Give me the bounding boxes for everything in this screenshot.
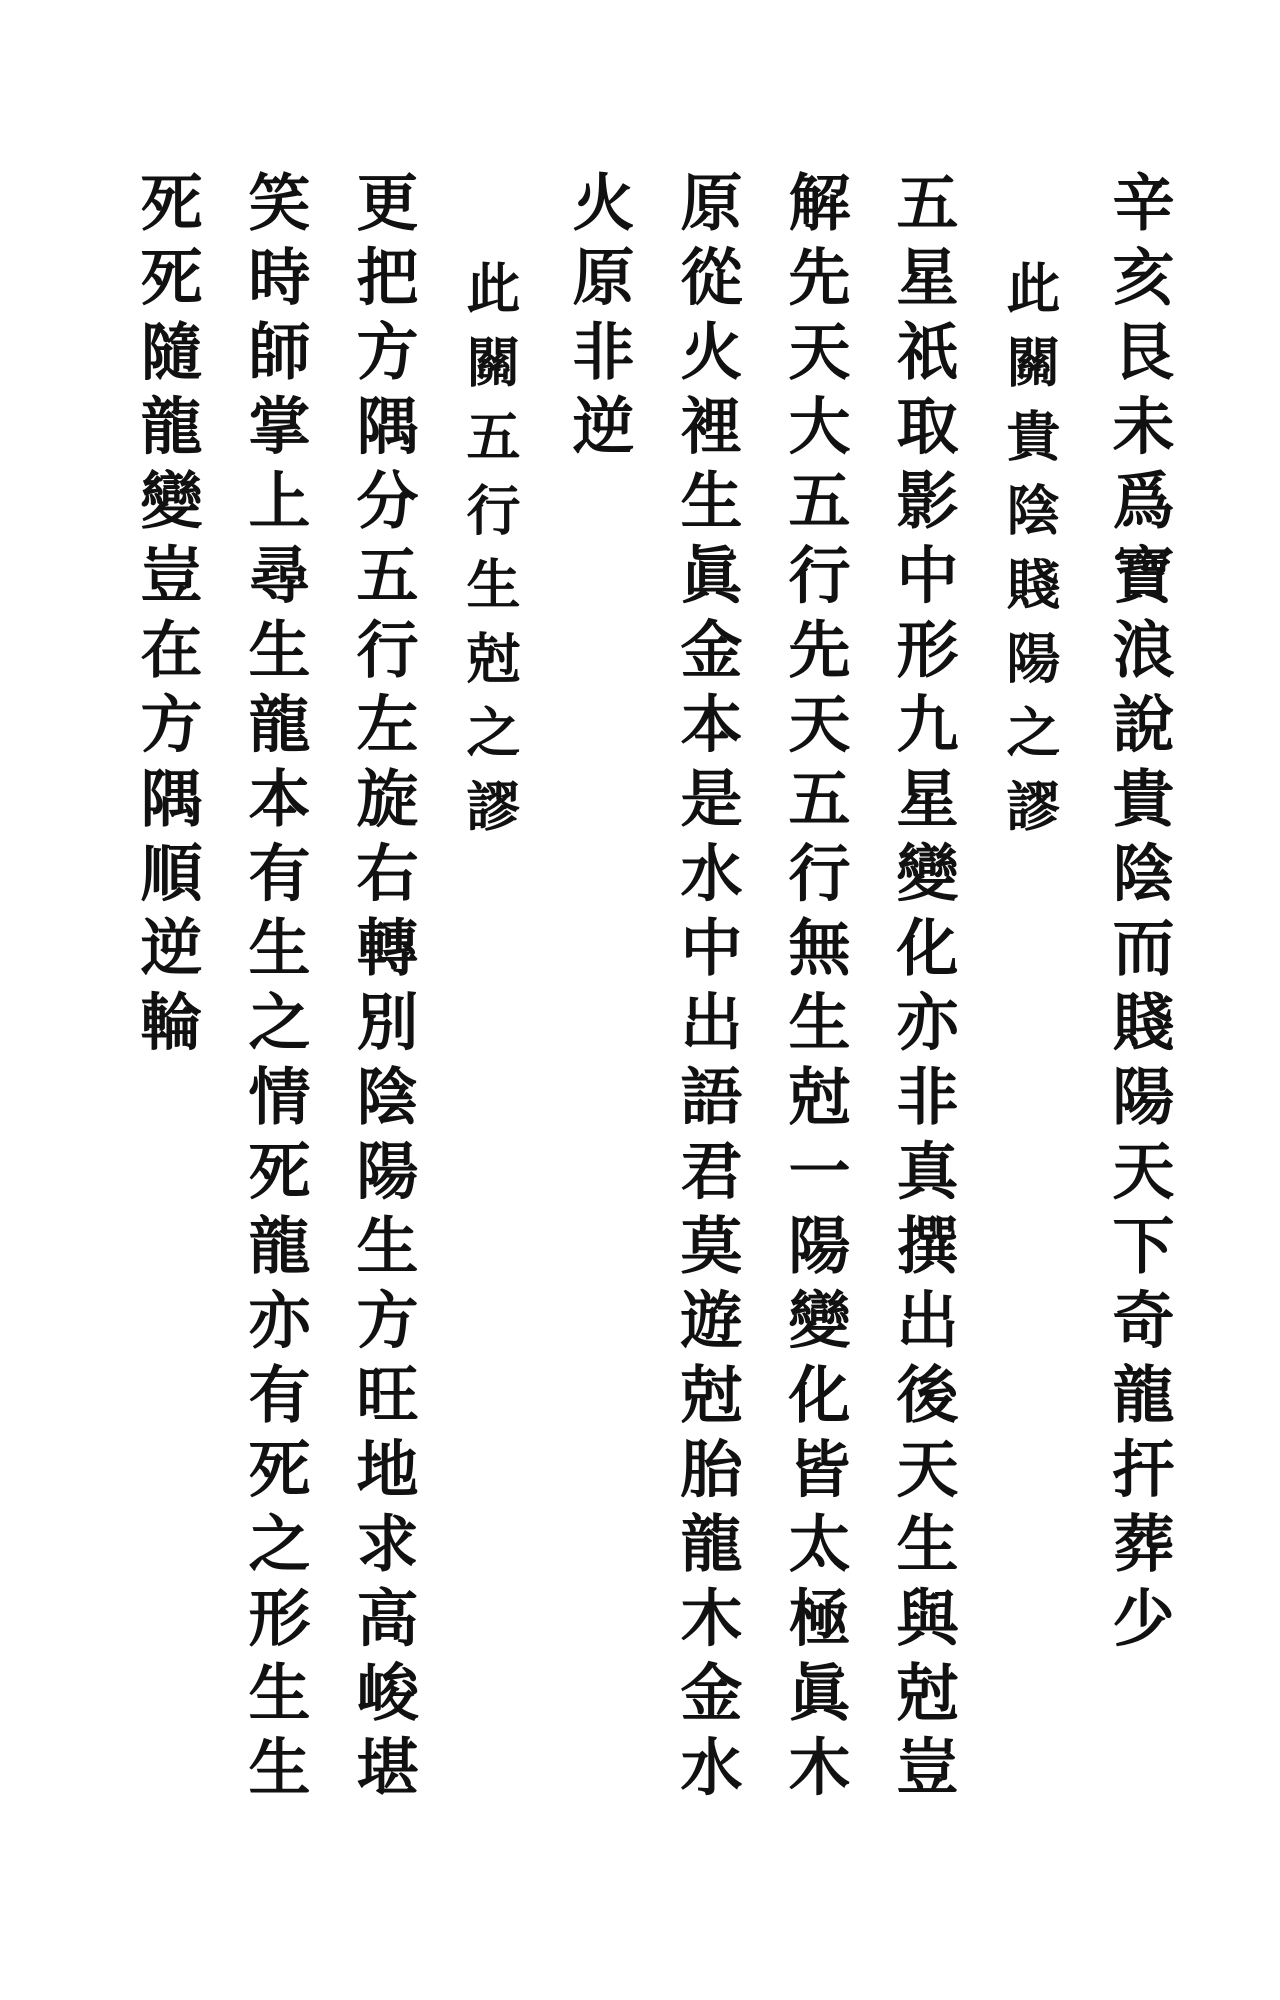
text-column-10: 死死隨龍變豈在方隅順逆輪 [130,170,203,1064]
text-column-6: 火原非逆 [562,170,635,468]
text-column-5: 原從火裡生眞金本是水中出語君莫遊尅胎龍木金水 [670,170,743,1809]
text-column-8: 更把方隅分五行左旋右轉別陰陽生方旺地求高峻堪 [346,170,419,1809]
text-column-4: 解先天大五行先天五行無生尅一陽變化皆太極眞木 [778,170,851,1809]
text-column-1: 辛亥艮未爲寶浪說貴陰而賤陽天下奇龍扞葬少 [1102,170,1175,1660]
note-column-2: 此關貴陰賤陽之謬 [998,260,1062,852]
text-column-3: 五星祇取影中形九星變化亦非真撰出後天生與尅豈 [886,170,959,1809]
text-column-9: 笑時師掌上尋生龍本有生之情死龍亦有死之形生生 [238,170,311,1809]
note-column-7: 此關五行生尅之謬 [458,260,522,852]
